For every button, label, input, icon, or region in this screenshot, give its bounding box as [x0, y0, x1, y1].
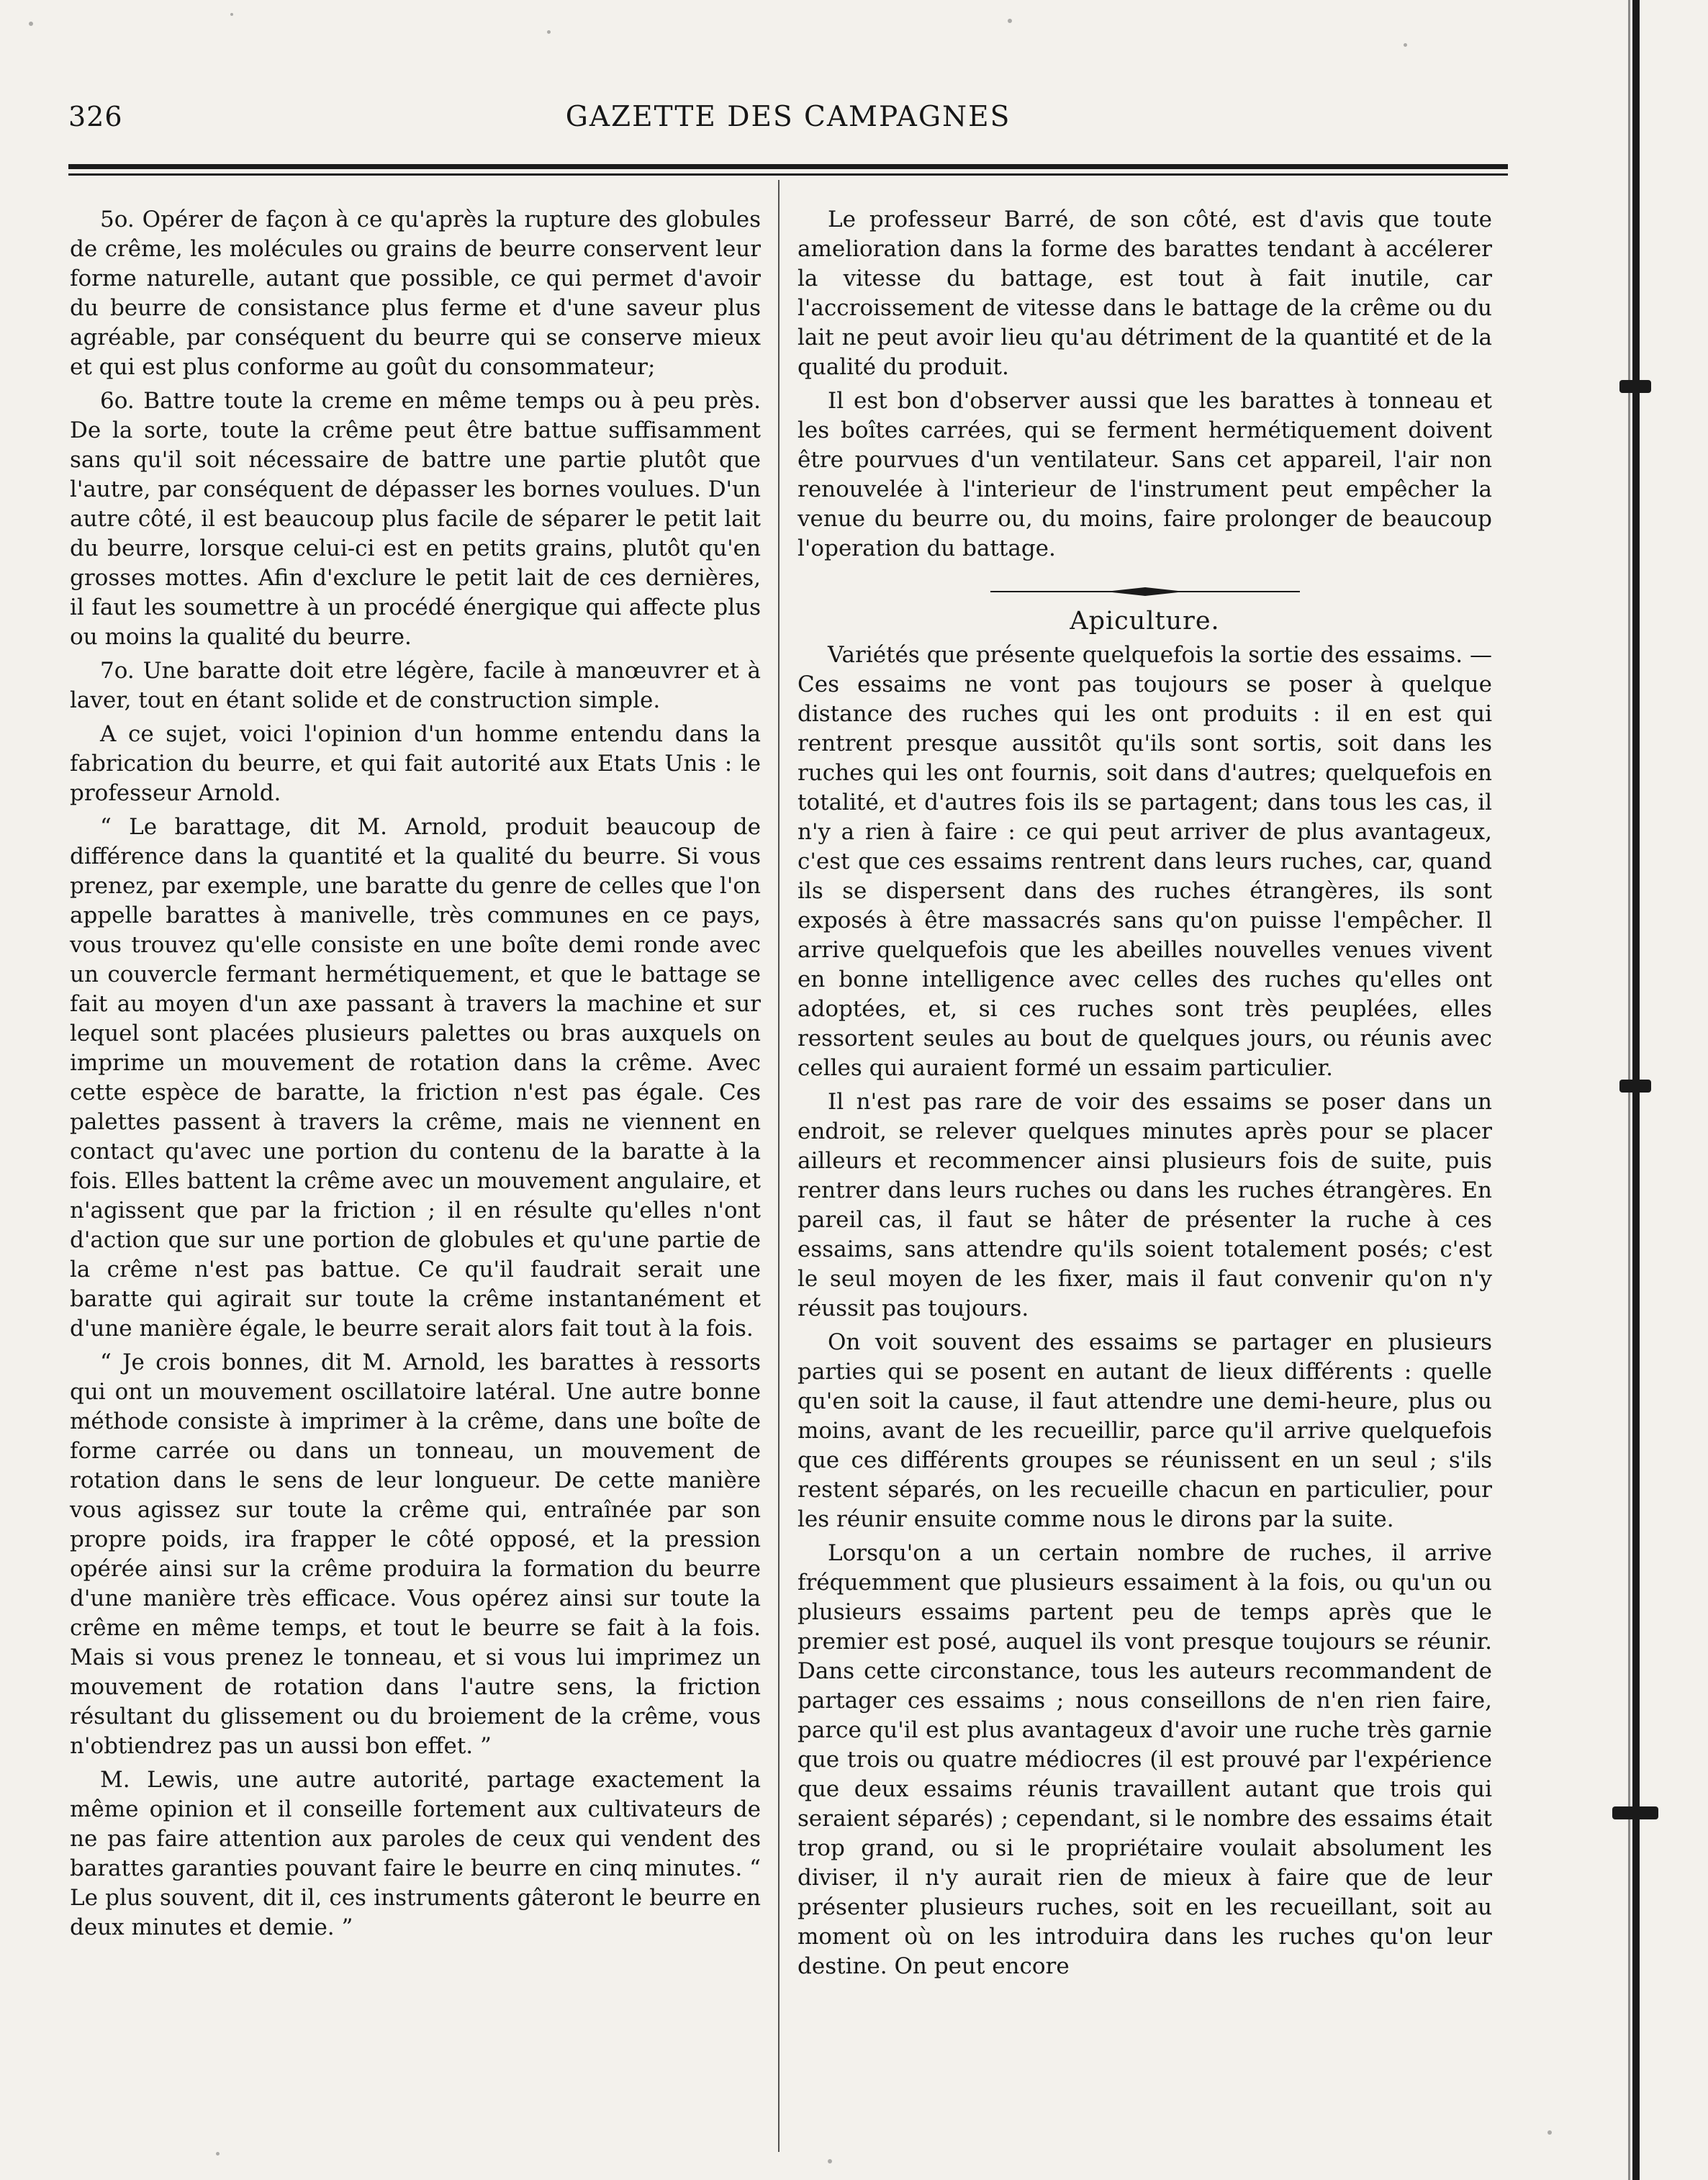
column-divider: [778, 180, 780, 2152]
paragraph: A ce sujet, voici l'opinion d'un homme entendu dans la fabrication du beurre, et qui fait autorité aux Etats Unis : le professeur Arnold.: [70, 721, 761, 806]
binding-mark: [1619, 380, 1651, 393]
print-speck: [1547, 2130, 1552, 2135]
section-divider-ornament: [990, 587, 1300, 597]
paragraph: On voit souvent des essaims se partager en plusieurs parties qui se posent en autant de lieux différents : quelle qu'en soit la cause, il faut attendre une demi-heure, plus ou moins, avant de les recueillir, parce qu'il arrive quelquefois que ces différents groupes se réunissent en un seul ; s'ils restent séparés, on les recueille chacun en particulier, pour les réunir ensuite comme nous le dirons par la suite.: [797, 1329, 1492, 1532]
print-speck: [1404, 43, 1407, 47]
print-speck: [828, 2159, 832, 2163]
paragraph: Lorsqu'on a un certain nombre de ruches, il arrive fréquemment que plusieurs essaiment à la fois, ou qu'un ou plusieurs essaims partent peu de temps après que le premier est posé, auquel ils vont presque toujours se réunir. Dans cette circonstance, tous les auteurs recommandent de partager ces essaims ; nous conseillons de n'en rien faire, parce qu'il est plus avantageux d'avoir une ruche très garnie que trois ou quatre médiocres (il est prouvé par l'expérience que deux essaims réunis travaillent autant que trois qui seraient séparés) ; cependant, si le nombre des essaims était trop grand, ou si le propriétaire voulait absolument les diviser, il n'y aurait rien de mieux à faire que de leur présenter plusieurs ruches, soit en les recueillant, soit au moment où on les introduira dans les ruches qu'on leur destine. On peut encore: [797, 1540, 1492, 1979]
left-column: [70, 205, 761, 1947]
page-header: [68, 101, 1508, 137]
paragraph: “ Je crois bonnes, dit M. Arnold, les barattes à ressorts qui ont un mouvement oscillatoire latéral. Une autre bonne méthode consiste à imprimer à la crême, dans une boîte de forme carrée ou dans un tonneau, un mouvement de rotation dans le sens de leur longueur. De cette manière vous agissez sur toute la crême qui, entraînée par son propre poids, ira frapper le côté opposé, et la pression opérée ainsi sur la crême produira la formation du beurre d'une manière très efficace. Vous opérez ainsi sur toute la crême en même temps, et tout le beurre se fait à la fois. Mais si vous prenez le tonneau, et si vous lui imprimez un mouvement de rotation dans l'autre sens, la friction résultant du glissement ou du broiement de la crême, vous n'obtiendrez pas un aussi bon effet. ”: [70, 1349, 761, 1759]
paragraph: Il n'est pas rare de voir des essaims se poser dans un endroit, se relever quelques minutes après pour se placer ailleurs et recommencer ainsi plusieurs fois de suite, puis rentrer dans leurs ruches ou dans les ruches étrangères. En pareil cas, il faut se hâter de présenter la ruche à ces essaims, sans attendre qu'ils soient totalement posés; c'est le seul moyen de les fixer, mais il faut convenir qu'on n'y réussit pas toujours.: [797, 1089, 1492, 1321]
header-rule-thick: [68, 164, 1508, 169]
binding-mark: [1612, 1806, 1658, 1819]
paragraph: Il est bon d'observer aussi que les barattes à tonneau et les boîtes carrées, qui se ferment hermétiquement doivent être pourvues d'un ventilateur. Sans cet appareil, l'air non renouvelée à l'interieur de l'instrument peut empêcher la venue du beurre ou, du moins, faire prolonger de beaucoup l'operation du battage.: [797, 388, 1492, 561]
print-speck: [216, 2152, 220, 2156]
running-title: GAZETTE DES CAMPAGNES: [565, 101, 1011, 133]
paragraph: “ Le barattage, dit M. Arnold, produit beaucoup de différence dans la quantité et la qualité du beurre. Si vous prenez, par exemple, une baratte du genre de celles que l'on appelle barattes à manivelle, très communes en ce pays, vous trouvez qu'elle consiste en une boîte demi ronde avec un couvercle fermant hermétiquement, et que le battage se fait au moyen d'un axe passant à travers la machine et sur lequel sont placées plusieurs palettes ou bras auxquels on imprime un mouvement de rotation dans la crême. Avec cette espèce de baratte, la friction n'est pas égale. Ces palettes passent à travers la crême, mais ne viennent en contact qu'avec une portion du contenu de la baratte à la fois. Elles battent la crême avec un mouvement angulaire, et n'agissent que par la friction ; il en résulte qu'elles n'ont d'action que sur une portion de globules et qu'une partie de la crême n'est pas battue. Ce qu'il faudrait serait une baratte qui agirait sur toute la crême instantanément et d'une manière égale, le beurre serait alors fait tout à la fois.: [70, 814, 761, 1342]
binding-mark: [1619, 1080, 1651, 1093]
page-number: 326: [68, 101, 123, 132]
paragraph: 5o. Opérer de façon à ce qu'après la rupture des globules de crême, les molécules ou grains de beurre conservent leur forme naturelle, autant que possible, ce qui permet d'avoir du beurre de consistance plus ferme et d'une saveur plus agréable, par conséquent du beurre qui se conserve mieux et qui est plus conforme au goût du consommateur;: [70, 207, 761, 380]
print-speck: [29, 22, 33, 26]
print-speck: [547, 30, 551, 34]
print-speck: [1008, 19, 1012, 23]
paragraph: 6o. Battre toute la creme en même temps ou à peu près. De la sorte, toute la crême peut être battue suffisamment sans qu'il soit nécessaire de battre une partie plutôt que l'autre, par conséquent de dépasser les bornes voulues. D'un autre côté, il est beaucoup plus facile de séparer le petit lait du beurre, lorsque celui-ci est en petits grains, plutôt qu'en grosses mottes. Afin d'exclure le petit lait de ces dernières, il faut les soumettre à un procédé énergique qui affecte plus ou moins la qualité du beurre.: [70, 388, 762, 650]
paragraph: Le professeur Barré, de son côté, est d'avis que toute amelioration dans la forme des barattes tendant à accélerer la vitesse du battage, est tout à fait inutile, car l'accroissement de vitesse dans le battage de la crême ou du lait ne peut avoir lieu qu'au détriment de la quantité et de la qualité du produit.: [797, 207, 1492, 380]
paragraph: Variétés que présente quelquefois la sortie des essaims. —Ces essaims ne vont pas toujours se poser à quelque distance des ruches qui les ont produits : il en est qui rentrent presque aussitôt qu'ils sont sortis, soit dans les ruches qui les ont fournis, soit dans d'autres; quelquefois en totalité, et d'autres fois ils se partagent; dans tous les cas, il n'y a rien à faire : ce qui peut arriver de plus avantageux, c'est que ces essaims rentrent dans leurs ruches, car, quand ils se dispersent dans des ruches étrangères, ils sont exposés à être massacrés sans qu'on puisse l'empêcher. Il arrive quelquefois que les abeilles nouvelles venues vivent en bonne intelligence avec celles des ruches qu'elles ont adoptées, et, si ces ruches sont très peuplées, elles ressortent seules au bout de quelques jours, ou réunis avec celles qui auraient formé un essaim particulier.: [797, 642, 1492, 1081]
print-speck: [230, 13, 233, 16]
section-title: Apiculture.: [1070, 607, 1220, 636]
header-rule-thin: [68, 173, 1508, 176]
paragraph: 7o. Une baratte doit etre légère, facile à manœuvrer et à laver, tout en étant solide et de construction simple.: [70, 658, 761, 713]
right-column: [797, 205, 1492, 1986]
paragraph: M. Lewis, une autre autorité, partage exactement la même opinion et il conseille fortement aux cultivateurs de ne pas faire attention aux paroles de ceux qui vendent des barattes garanties pouvant faire le beurre en cinq minutes. “ Le plus souvent, dit il, ces instruments gâteront le beurre en deux minutes et demie. ”: [70, 1767, 761, 1940]
